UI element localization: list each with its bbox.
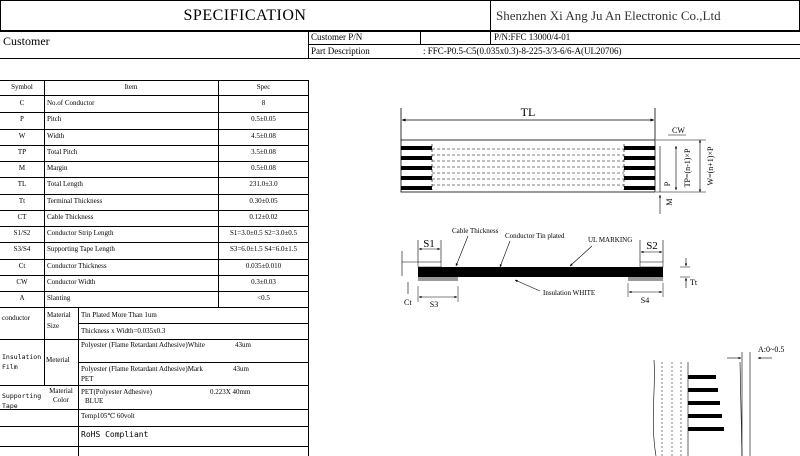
row-item: Slanting — [47, 294, 71, 302]
part-description-value: : FFC-P0.5-C5(0.035x0.3)-8-225-3/3-6/6-A(UL20706) — [423, 46, 622, 56]
cable-body — [401, 140, 655, 192]
customer-pn-label: Customer P/N — [311, 32, 363, 42]
conductor-line1: Tin Plated More Than 1um — [81, 311, 157, 319]
row-symbol: CT — [17, 212, 27, 221]
header-symbol: Symbol — [11, 83, 33, 91]
row-item: Conductor Strip Length — [47, 229, 114, 237]
row-item: Conductor Thickness — [47, 261, 107, 270]
label-tl: TL — [520, 105, 536, 119]
rohs-compliant: RoHS Compliant — [81, 430, 149, 439]
label-cw: CW — [672, 126, 685, 135]
row-item: Margin — [47, 164, 68, 172]
row-item: Cable Thickness — [47, 212, 94, 221]
row-symbol: Tt — [18, 196, 26, 205]
label-tp: TP=(n-1)×P — [683, 148, 692, 188]
label-s1: S1 — [423, 238, 435, 250]
row-spec: 0.035±0.010 — [245, 261, 282, 270]
row-symbol: CW — [16, 277, 28, 286]
row-spec: 3.5±0.08 — [251, 147, 276, 156]
header-item: Item — [124, 83, 138, 91]
conductor-line2: Thickness x Width=0.035x0.3 — [81, 327, 166, 335]
label-s2: S2 — [646, 240, 658, 252]
row-symbol: TL — [17, 180, 27, 189]
row-item: Total Pitch — [47, 147, 78, 156]
supporting-line1: PET(Polyester Adhesive) — [81, 388, 152, 396]
row-symbol: P — [20, 115, 24, 124]
conductor-sub-label: Material Size — [47, 311, 71, 330]
row-spec: 0.5±0.08 — [251, 164, 276, 172]
row-spec: S1=3.0±0.5 S2=3.0±0.5 — [229, 229, 298, 237]
row-item: Terminal Thickness — [47, 196, 103, 205]
label-p: P — [663, 181, 672, 187]
supporting-label: Supporting Tape — [2, 392, 42, 410]
header-spec: Spec — [256, 83, 271, 91]
row-item: Pitch — [47, 115, 62, 124]
supporting-line1-value: 0.223X 40mm — [210, 388, 251, 396]
row-spec: 0.3±0.03 — [251, 277, 276, 286]
row-item: Conductor Width — [47, 277, 96, 286]
row-spec: 0.12±0.02 — [249, 212, 278, 221]
temp-rating: Temp105℃ 60volt — [81, 412, 135, 420]
insulation-line1: Polyester (Flame Retardant Adhesive)White — [81, 341, 205, 349]
row-spec: 231.0±3.0 — [249, 180, 278, 189]
row-spec: 4.5±0.08 — [251, 131, 276, 140]
label-s4: S4 — [640, 296, 650, 305]
side-cable — [418, 267, 663, 277]
label-a-value: A:0~0.5 — [758, 345, 785, 354]
insulation-sub-label: Meterial — [46, 356, 70, 364]
row-spec: 8 — [261, 99, 266, 107]
row-spec: 0.5±0.05 — [251, 115, 276, 124]
label-conductor-tin: Conductor Tin plated — [505, 232, 565, 240]
row-symbol: TP — [17, 147, 27, 156]
row-item: Width — [47, 131, 65, 140]
row-symbol: A — [19, 294, 25, 302]
row-item: Total Length — [47, 180, 83, 189]
supporting-sub-label: Material Color — [49, 387, 73, 404]
doc-title: SPECIFICATION — [183, 7, 307, 24]
supporting-line2: BLUE — [85, 397, 104, 405]
row-item: No.of Conductor — [47, 99, 95, 107]
conductor-label: conductor — [2, 314, 30, 322]
row-symbol: Ct — [18, 261, 26, 270]
insulation-line2: Polyester (Flame Retardant Adhesive)Mark — [81, 365, 203, 373]
row-symbol: W — [18, 131, 26, 140]
row-symbol: C — [19, 99, 25, 107]
label-insulation-white: Insulation WHITE — [543, 289, 596, 297]
label-ct: Ct — [404, 298, 412, 307]
label-m: M — [665, 198, 674, 206]
insulation-line1-value: 43um — [235, 341, 251, 349]
label-ul-marking: UL MARKING — [588, 236, 633, 244]
part-description-label: Part Description — [311, 46, 370, 56]
row-symbol: S1/S2 — [13, 229, 31, 237]
company-name: Shenzhen Xi Ang Ju An Electronic Co.,Ltd — [496, 8, 721, 23]
insulation-line2-value: 43um — [233, 365, 249, 373]
label-tt: Tt — [690, 278, 698, 287]
label-cable-thickness: Cable Thickness — [452, 227, 499, 235]
customer-label: Customer — [3, 34, 50, 48]
pn-value: P/N:FFC 13000/4-01 — [494, 32, 571, 42]
row-spec: 0.30±0.05 — [249, 196, 278, 205]
insulation-line2b: PET — [81, 375, 94, 383]
row-item: Supporting Tape Length — [47, 245, 115, 254]
insulation-label: Insulation Film — [2, 353, 42, 371]
row-spec: S3=6.0±1.5 S4=6.0±1.5 — [229, 245, 298, 254]
row-symbol: S3/S4 — [13, 245, 31, 254]
label-s3: S3 — [429, 300, 439, 309]
row-spec: <0.5 — [257, 294, 270, 302]
label-w: W=(n+1)×P — [706, 146, 715, 186]
row-symbol: M — [18, 164, 26, 172]
